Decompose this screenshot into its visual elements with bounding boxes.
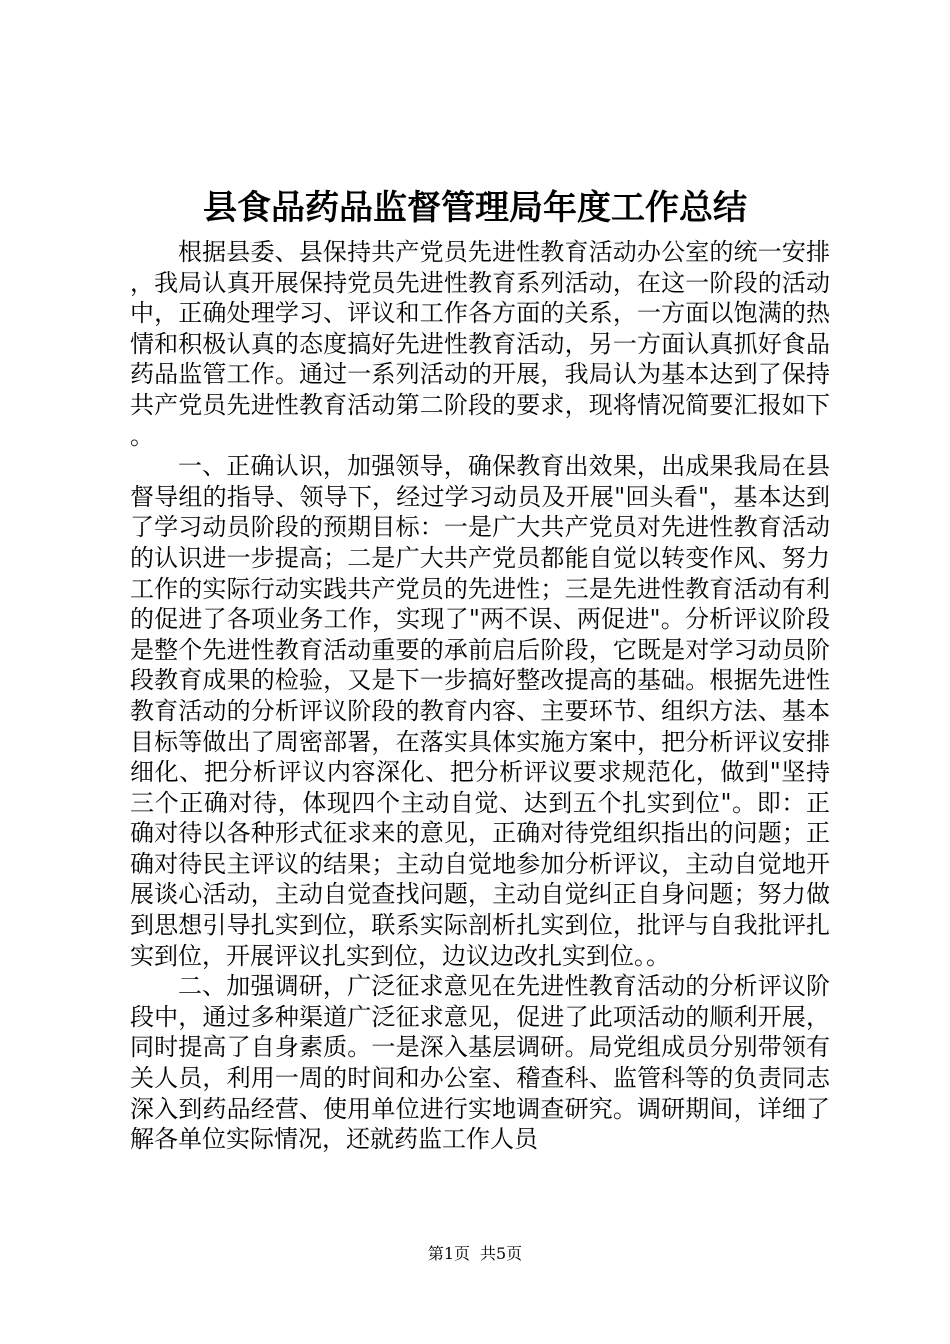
page-number-total: 共5页 — [480, 1244, 523, 1263]
paragraph-section-2: 二、加强调研，广泛征求意见在先进性教育活动的分析评议阶段中，通过多种渠道广泛征求意见，促进了此项活动的顺利开展，同时提高了自身素质。一是深入基层调研。局党组成员分别带领有关人员，利用一周的时间和办公室、稽查科、监管科等的负责同志深入到药品经营、使用单位进行实地调查研究。调研期间，详细了解各单位实际情况，还就药监工作人员 — [130, 972, 830, 1154]
document-title: 县食品药品监督管理局年度工作总结 — [203, 188, 747, 228]
page-footer — [0, 1244, 950, 1264]
paragraph-intro: 根据县委、县保持共产党员先进性教育活动办公室的统一安排，我局认真开展保持党员先进性教育系列活动，在这一阶段的活动中，正确处理学习、评议和工作各方面的关系，一方面以饱满的热情和积极认真的态度搞好先进性教育活动，另一方面认真抓好食品药品监管工作。通过一系列活动的开展，我局认为基本达到了保持共产党员先进性教育活动第二阶段的要求，现将情况简要汇报如下。 — [130, 238, 830, 450]
document-body — [130, 237, 830, 1155]
paragraph-section-1: 一、正确认识，加强领导，确保教育出效果，出成果我局在县督导组的指导、领导下，经过学习动员及开展"回头看"，基本达到了学习动员阶段的预期目标：一是广大共产党员对先进性教育活动的认识进一步提高；二是广大共产党员都能自觉以转变作风、努力工作的实际行动实践共产党员的先进性；三是先进性教育活动有利的促进了各项业务工作，实现了"两不误、两促进"。分析评议阶段是整个先进性教育活动重要的承前启后阶段，它既是对学习动员阶段教育成果的检验，又是下一步搞好整改提高的基础。根据先进性教育活动的分析评议阶段的教育内容、主要环节、组织方法、基本目标等做出了周密部署，在落实具体实施方案中，把分析评议安排细化、把分析评议内容深化、把分析评议要求规范化，做到"坚持三个正确对待，体现四个主动自觉、达到五个扎实到位"。即：正确对待以各种形式征求来的意见，正确对待党组织指出的问题；正确对待民主评议的结果；主动自觉地参加分析评议，主动自觉地开展谈心活动，主动自觉查找问题，主动自觉纠正自身问题；努力做到思想引导扎实到位，联系实际剖析扎实到位，批评与自我批评扎实到位，开展评议扎实到位，边议边改扎实到位。。 — [130, 452, 830, 970]
page-number-current: 第1页 — [427, 1244, 470, 1263]
